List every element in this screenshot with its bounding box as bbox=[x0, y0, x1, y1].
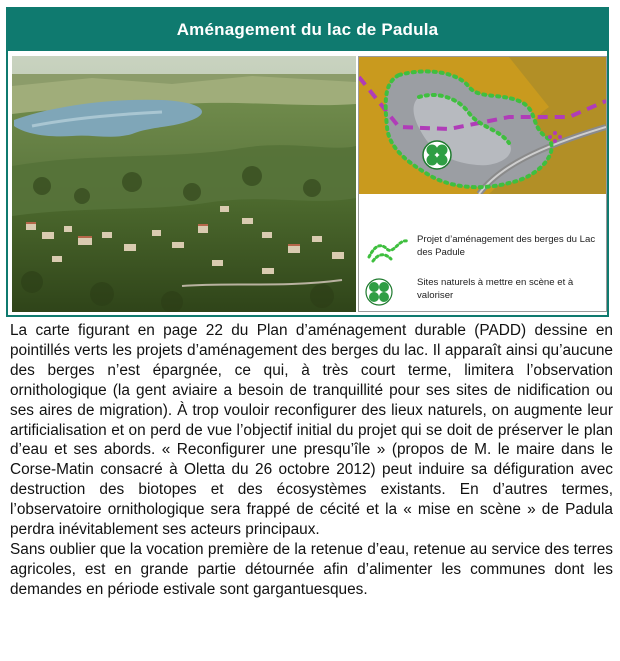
article-paragraph-1: La carte figurant en page 22 du Plan d’aménagement durable (PADD) dessine en pointillés verts les projets d’aménagement des berges du lac. Il apparaît ainsi qu’aucune des berges n’est épargnée, ce qui, à très court terme, limitera l’observation ornithologique (la gent aviaire a besoin de tranquillité pour ses sites de nidification ou ses aires de migration). À trop vouloir reconfigurer des lieux naturels, on augmente leur artificialisation et on perd de vue l’objectif initial du projet qui se doit de préserver le plan d’eau et ses abords. « Reconfigurer une presqu’île » (propos de M. le maire dans le Corse-Matin consacré à Oletta du 26 octobre 2012) peut induire sa défiguration avec destruction des biotopes et des écosystèmes existants. En d’autres termes, l’observatoire ornithologique sera frappé de cécité et la « mise en scène » de Padula perdra inévitablement ses acteurs principaux. bbox=[10, 322, 613, 539]
legend-label-sites: Sites naturels à mettre en scène et à valoriser bbox=[417, 277, 574, 301]
padd-map-panel bbox=[358, 56, 607, 312]
title-banner bbox=[8, 9, 607, 51]
lake-aerial-photo bbox=[12, 56, 356, 312]
article-body bbox=[10, 321, 613, 600]
article-figure-box bbox=[6, 7, 609, 317]
green-dotted-shoreline-icon bbox=[363, 233, 411, 265]
legend-item-shoreline bbox=[363, 233, 597, 265]
map-site-marker-icon bbox=[423, 141, 451, 169]
legend-label-shoreline: Projet d’aménagement des berges du Lac des Padule bbox=[417, 234, 596, 258]
page-title: Aménagement du lac de Padula bbox=[176, 20, 439, 39]
article-paragraph-2: Sans oublier que la vocation première de la retenue d’eau, retenue au service des terres agricoles, est en grande partie détournée afin d’alimenter les communes dont les demandes en période estivale sont gargantuesques. bbox=[10, 540, 613, 598]
legend-item-sites bbox=[363, 276, 597, 308]
green-clover-icon bbox=[363, 276, 411, 308]
padd-map bbox=[359, 57, 606, 194]
